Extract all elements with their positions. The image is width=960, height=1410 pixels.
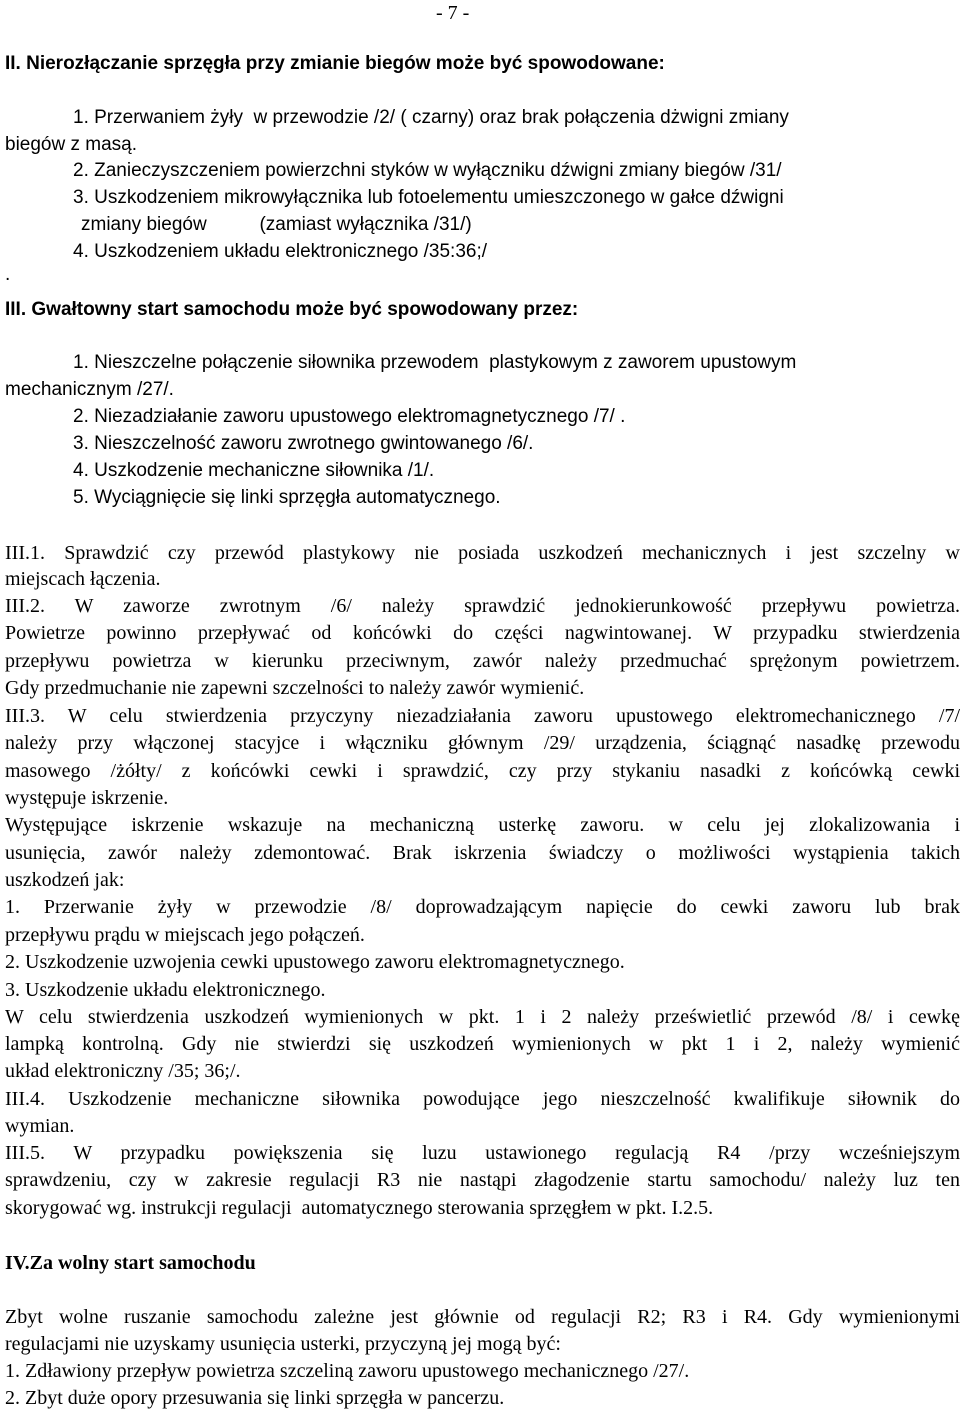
body-line: miejscach łączenia. xyxy=(5,568,161,590)
body-line: usunięcia, zawór należy zdemontować. Brak iskrzenia świadczy o możliwości wystąpienia takich xyxy=(5,842,960,864)
body-line: 3. Uszkodzenie układu elektronicznego. xyxy=(5,979,326,1001)
section-3-line: mechanicznym /27/. xyxy=(5,379,174,400)
body-line: 1. Przerwanie żyły w przewodzie /8/ doprowadzającym napięcie do cewki zaworu lub brak xyxy=(5,896,960,918)
section-3-heading: III. Gwałtowny start samochodu może być spowodowany przez: xyxy=(5,299,579,320)
body-line: przepływu prądu w miejscach jego połączeń. xyxy=(5,924,365,946)
section-4-line: 2. Zbyt duże opory przesuwania się linki sprzęgła w pancerzu. xyxy=(5,1387,505,1409)
body-line: sprawdzeniu, czy w zakresie regulacji R3 nie nastąpi złagodzenie startu samochodu/ należy luz ten xyxy=(5,1169,960,1191)
section-2-line: 2. Zanieczyszczeniem powierzchni styków w wyłączniku dźwigni zmiany biegów /31/ xyxy=(73,160,782,181)
body-line: III.4. Uszkodzenie mechaniczne siłownika powodujące jego nieszczelność kwalifikuje siłownik do xyxy=(5,1088,960,1110)
body-line: masowego /żółty/ z końcówki cewki i sprawdzić, czy przy stykaniu nasadki z końcówką cewki xyxy=(5,760,960,782)
body-line: przepływu powietrza w kierunku przeciwnym, zawór należy przedmuchać sprężonym powietrzem. xyxy=(5,650,960,672)
body-line: układ elektroniczny /35; 36;/. xyxy=(5,1060,241,1082)
body-line: lampką kontrolną. Gdy nie stwierdzi się uszkodzeń wymienionych w pkt 1 i 2, należy wymienić xyxy=(5,1033,960,1055)
body-line: Powietrze powinno przepływać od końcówki do części nagwintowanej. W przypadku stwierdzenia xyxy=(5,622,960,644)
body-line: III.3. W celu stwierdzenia przyczyny niezadziałania zaworu upustowego elektromechanicznego /7/ xyxy=(5,705,960,727)
section-2-line: 4. Uszkodzeniem układu elektronicznego /35:36;/ xyxy=(73,241,488,262)
section-2-line: 1. Przerwaniem żyły w przewodzie /2/ ( czarny) oraz brak połączenia dżwigni zmiany xyxy=(73,107,789,128)
section-2-line: 3. Uszkodzeniem mikrowyłącznika lub fotoelementu umieszczonego w gałce dźwigni xyxy=(73,187,784,208)
section-4-heading: IV.Za wolny start samochodu xyxy=(5,1252,256,1274)
page-number: - 7 - xyxy=(436,2,470,24)
section-3-line: 5. Wyciągnięcie się linki sprzęgła automatycznego. xyxy=(73,487,501,508)
body-line: skorygować wg. instrukcji regulacji automatycznego sterowania sprzęgłem w pkt. I.2.5. xyxy=(5,1197,714,1219)
body-line: 2. Uszkodzenie uzwojenia cewki upustowego zaworu elektromagnetycznego. xyxy=(5,951,625,973)
section-3-line: 1. Nieszczelne połączenie siłownika przewodem plastykowym z zaworem upustowym xyxy=(73,352,797,373)
body-line: III.1. Sprawdzić czy przewód plastykowy nie posiada uszkodzeń mechanicznych i jest szczelny w xyxy=(5,542,960,564)
body-line: Występujące iskrzenie wskazuje na mechaniczną usterkę zaworu. w celu jej zlokalizowania i xyxy=(5,814,960,836)
section-2-heading: II. Nierozłączanie sprzęgła przy zmianie biegów może być spowodowane: xyxy=(5,53,665,74)
section-3-line: 4. Uszkodzenie mechaniczne siłownika /1/. xyxy=(73,460,435,481)
section-3-line: 3. Nieszczelność zaworu zwrotnego gwintowanego /6/. xyxy=(73,433,534,454)
body-line: występuje iskrzenie. xyxy=(5,787,169,809)
body-line: III.5. W przypadku powiększenia się luzu ustawionego regulacją R4 /przy wcześniejszym xyxy=(5,1142,960,1164)
body-line: Gdy przedmuchanie nie zapewni szczelności to należy zawór wymienić. xyxy=(5,677,585,699)
section-4-line: regulacjami nie uzyskamy usunięcia usterki, przyczyną jej mogą być: xyxy=(5,1333,561,1355)
section-2-line: zmiany biegów (zamiast wyłącznika /31/) xyxy=(81,214,472,235)
section-2-line: biegów z masą. xyxy=(5,134,138,155)
body-line: uszkodzeń jak: xyxy=(5,869,125,891)
section-4-line: Zbyt wolne ruszanie samochodu zależne jest głównie od regulacji R2; R3 i R4. Gdy wymienionymi xyxy=(5,1306,960,1328)
body-line: W celu stwierdzenia uszkodzeń wymienionych w pkt. 1 i 2 należy prześwietlić przewód /8/ i cewkę xyxy=(5,1006,960,1028)
body-line: III.2. W zaworze zwrotnym /6/ należy sprawdzić jednokierunkowość przepływu powietrza. xyxy=(5,595,960,617)
section-3-line: 2. Niezadziałanie zaworu upustowego elektromagnetycznego /7/ . xyxy=(73,406,626,427)
body-line: wymian. xyxy=(5,1115,75,1137)
body-line: należy przy włączonej stacyjce i włączniku głównym /29/ urządzenia, ściągnąć nasadkę przewodu xyxy=(5,732,960,754)
section-4-line: 1. Zdławiony przepływ powietrza szczeliną zaworu upustowego mechanicznego /27/. xyxy=(5,1360,690,1382)
section-2-line: . xyxy=(5,264,11,285)
